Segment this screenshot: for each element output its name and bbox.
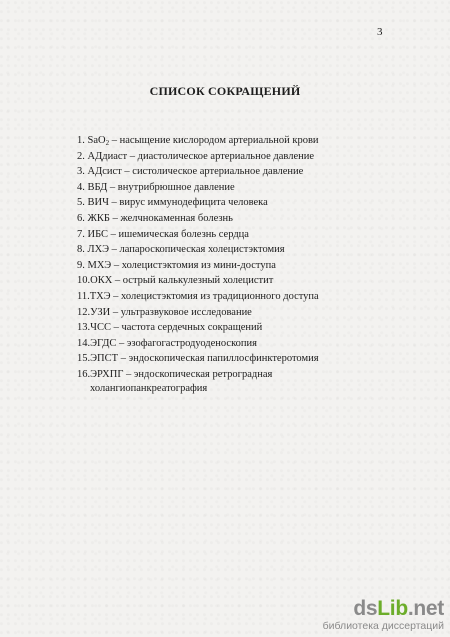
item-separator: – [110, 306, 121, 318]
item-number: 7. [77, 228, 85, 240]
list-item [77, 368, 377, 394]
item-separator: – [110, 290, 122, 302]
item-number: 1. [77, 135, 85, 146]
list-item [77, 306, 377, 322]
item-abbreviation: ОКХ [90, 275, 113, 287]
item-number: 14. [77, 337, 91, 349]
item-definition: холецистэктомия из мини-доступа [121, 259, 276, 271]
item-definition: систолическое артериальное давление [132, 166, 304, 178]
item-number: 8. [77, 244, 85, 256]
list-item [77, 228, 377, 244]
list-item [77, 352, 377, 368]
item-definition: частота сердечных сокращений [121, 322, 263, 334]
item-definition: холецистэктомия из традиционного доступа [121, 290, 319, 302]
item-separator: – [123, 368, 134, 380]
item-separator: – [112, 275, 123, 287]
item-number: 5. [77, 197, 85, 209]
page-number: 3 [377, 26, 383, 38]
item-number: 6. [77, 212, 85, 224]
item-separator: – [118, 353, 129, 365]
list-item [77, 196, 377, 212]
item-abbreviation: SaO [87, 135, 106, 146]
item-abbreviation: МХЭ [87, 259, 112, 271]
item-abbreviation-subscript: 2 [105, 139, 110, 147]
item-definition: диастолическое артериальное давление [137, 150, 314, 162]
item-separator: – [109, 135, 120, 146]
item-number: 15. [77, 353, 91, 365]
item-abbreviation: ЛХЭ [87, 244, 109, 256]
item-definition: острый калькулезный холецистит [122, 275, 274, 287]
item-definition-continuation: холангиопанкреатография [90, 382, 208, 394]
watermark-logo-lib: Lib [377, 596, 408, 620]
item-separator: – [109, 244, 120, 256]
abbreviation-list [77, 134, 377, 394]
item-separator: – [127, 150, 138, 162]
item-abbreviation: ЭПСТ [90, 353, 119, 365]
item-number: 11. [77, 290, 90, 302]
item-separator: – [111, 259, 122, 271]
item-number: 4. [77, 181, 85, 193]
item-definition: эндоскопическая ретроградная [133, 368, 273, 380]
item-abbreviation: ТХЭ [89, 290, 111, 302]
watermark-logo [323, 598, 444, 619]
item-separator: – [121, 166, 133, 178]
item-separator: – [110, 322, 122, 334]
watermark-logo-ds: ds [353, 596, 378, 620]
item-abbreviation: ЖКБ [87, 212, 110, 224]
watermark-logo-net: .net [407, 596, 444, 620]
watermark-subtitle: библиотека диссертаций [322, 619, 444, 632]
item-separator: – [108, 197, 120, 209]
item-definition: эндоскопическая папиллосфинктеротомия [128, 353, 319, 365]
item-definition: внутрибрюшное давление [117, 181, 235, 193]
page-title: СПИСОК СОКРАЩЕНИЙ [149, 84, 301, 98]
item-number: 2. [77, 150, 85, 162]
item-abbreviation: ЭГДС [90, 337, 117, 349]
list-item [77, 290, 377, 306]
list-item [77, 212, 377, 228]
item-number: 9. [77, 259, 85, 271]
item-number: 10. [77, 275, 91, 287]
item-abbreviation: АДсист [87, 166, 122, 178]
list-item [77, 243, 377, 259]
item-number: 13. [77, 322, 91, 334]
watermark [323, 598, 444, 632]
item-abbreviation: УЗИ [90, 306, 111, 318]
list-item [77, 337, 377, 353]
list-item [77, 181, 377, 197]
item-number: 12. [77, 306, 91, 318]
item-definition: ишемическая болезнь сердца [118, 228, 249, 240]
item-definition: эзофагогастродуоденоскопия [126, 337, 257, 349]
item-definition: вирус иммунодефицита человека [119, 197, 268, 209]
item-definition: лапароскопическая холецистэктомия [119, 244, 285, 256]
list-item [77, 321, 377, 337]
item-definition: насыщение кислородом артериальной крови [119, 135, 319, 146]
item-separator: – [107, 181, 118, 193]
item-number: 16. [77, 368, 91, 380]
item-abbreviation: ЭРХПГ [90, 368, 124, 380]
list-item [77, 274, 377, 290]
item-definition: желчнокаменная болезнь [120, 212, 233, 224]
item-abbreviation: ВБД [87, 181, 108, 193]
item-abbreviation: ВИЧ [87, 197, 109, 209]
item-number: 3. [77, 166, 85, 178]
item-separator: – [116, 337, 127, 349]
item-abbreviation: АДдиаст [87, 150, 128, 162]
list-item [77, 259, 377, 275]
list-item [77, 150, 377, 166]
item-abbreviation: ИБС [87, 228, 109, 240]
list-item [77, 134, 377, 150]
item-separator: – [109, 212, 121, 224]
list-item [77, 165, 377, 181]
item-separator: – [108, 228, 119, 240]
item-abbreviation: ЧСС [90, 322, 111, 334]
item-definition: ультразвуковое исследование [120, 306, 252, 318]
